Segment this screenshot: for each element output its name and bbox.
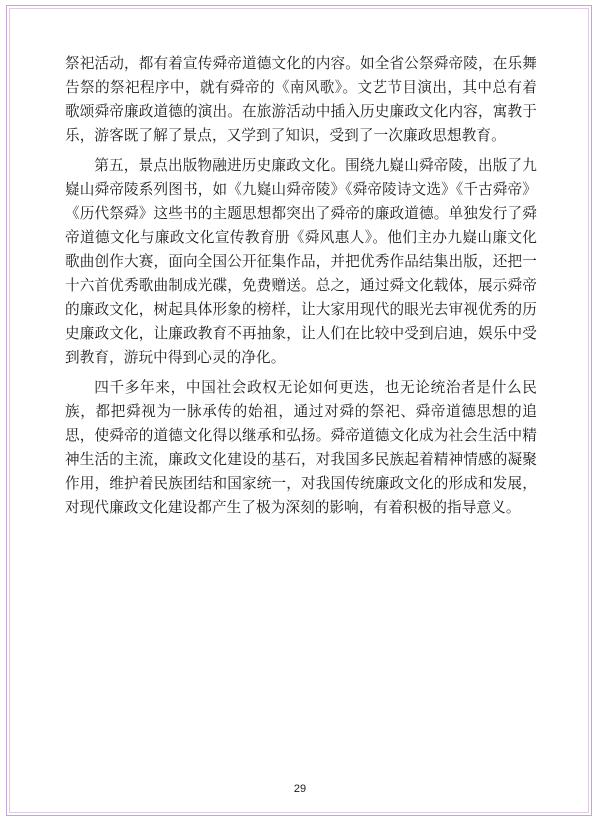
page-number: 29 (293, 783, 307, 795)
paragraph-conclusion: 四千多年来，中国社会政权无论如何更迭，也无论统治者是什么民族，都把舜视为一脉承传的始祖，通过对舜的祭祀、舜帝道德思想的追思，使舜帝的道德文化得以继承和弘扬。舜帝道德文化成为社会生活中精神生活的主流，廉政文化建设的基石，对我国多民族起着精神情感的凝聚作用，维护着民族团结和国家统一，对我国传统廉政文化的形成和发展，对现代廉政文化建设都产生了极为深刻的影响，有着积极的指导意义。 (65, 379, 537, 516)
paragraph-publications: 第五，景点出版物融进历史廉政文化。围绕九嶷山舜帝陵，出版了九嶷山舜帝陵系列图书，如《九嶷山舜帝陵》《舜帝陵诗文选》《千古舜帝》《历代祭舜》这些书的主题思想都突出了舜帝的廉政道德。单独发行了舜帝道德文化与廉政文化宣传教育册《舜风惠人》。他们主办九嶷山廉文化歌曲创作大赛，面向全国公开征集作品，并把优秀作品结集出版，还把一十六首优秀歌曲制成光碟，免费赠送。总之，通过舜文化载体，展示舜帝的廉政文化，树起具体形象的榜样，让大家用现代的眼光去审视优秀的历史廉政文化，让廉政教育不再抽象，让人们在比较中受到启迪，娱乐中受到教育，游玩中得到心灵的净化。 (65, 157, 537, 366)
paragraph-continuation: 祭祀活动，都有着宣传舜帝道德文化的内容。如全省公祭舜帝陵，在乐舞告祭的祭祀程序中，就有舜帝的《南风歌》。文艺节目演出，其中总有着歌颂舜帝廉政道德的演出。在旅游活动中插入历史廉政文化内容，寓教于乐，游客既了解了景点，又学到了知识，受到了一次廉政思想教育。 (65, 55, 537, 144)
document-body (65, 52, 537, 526)
